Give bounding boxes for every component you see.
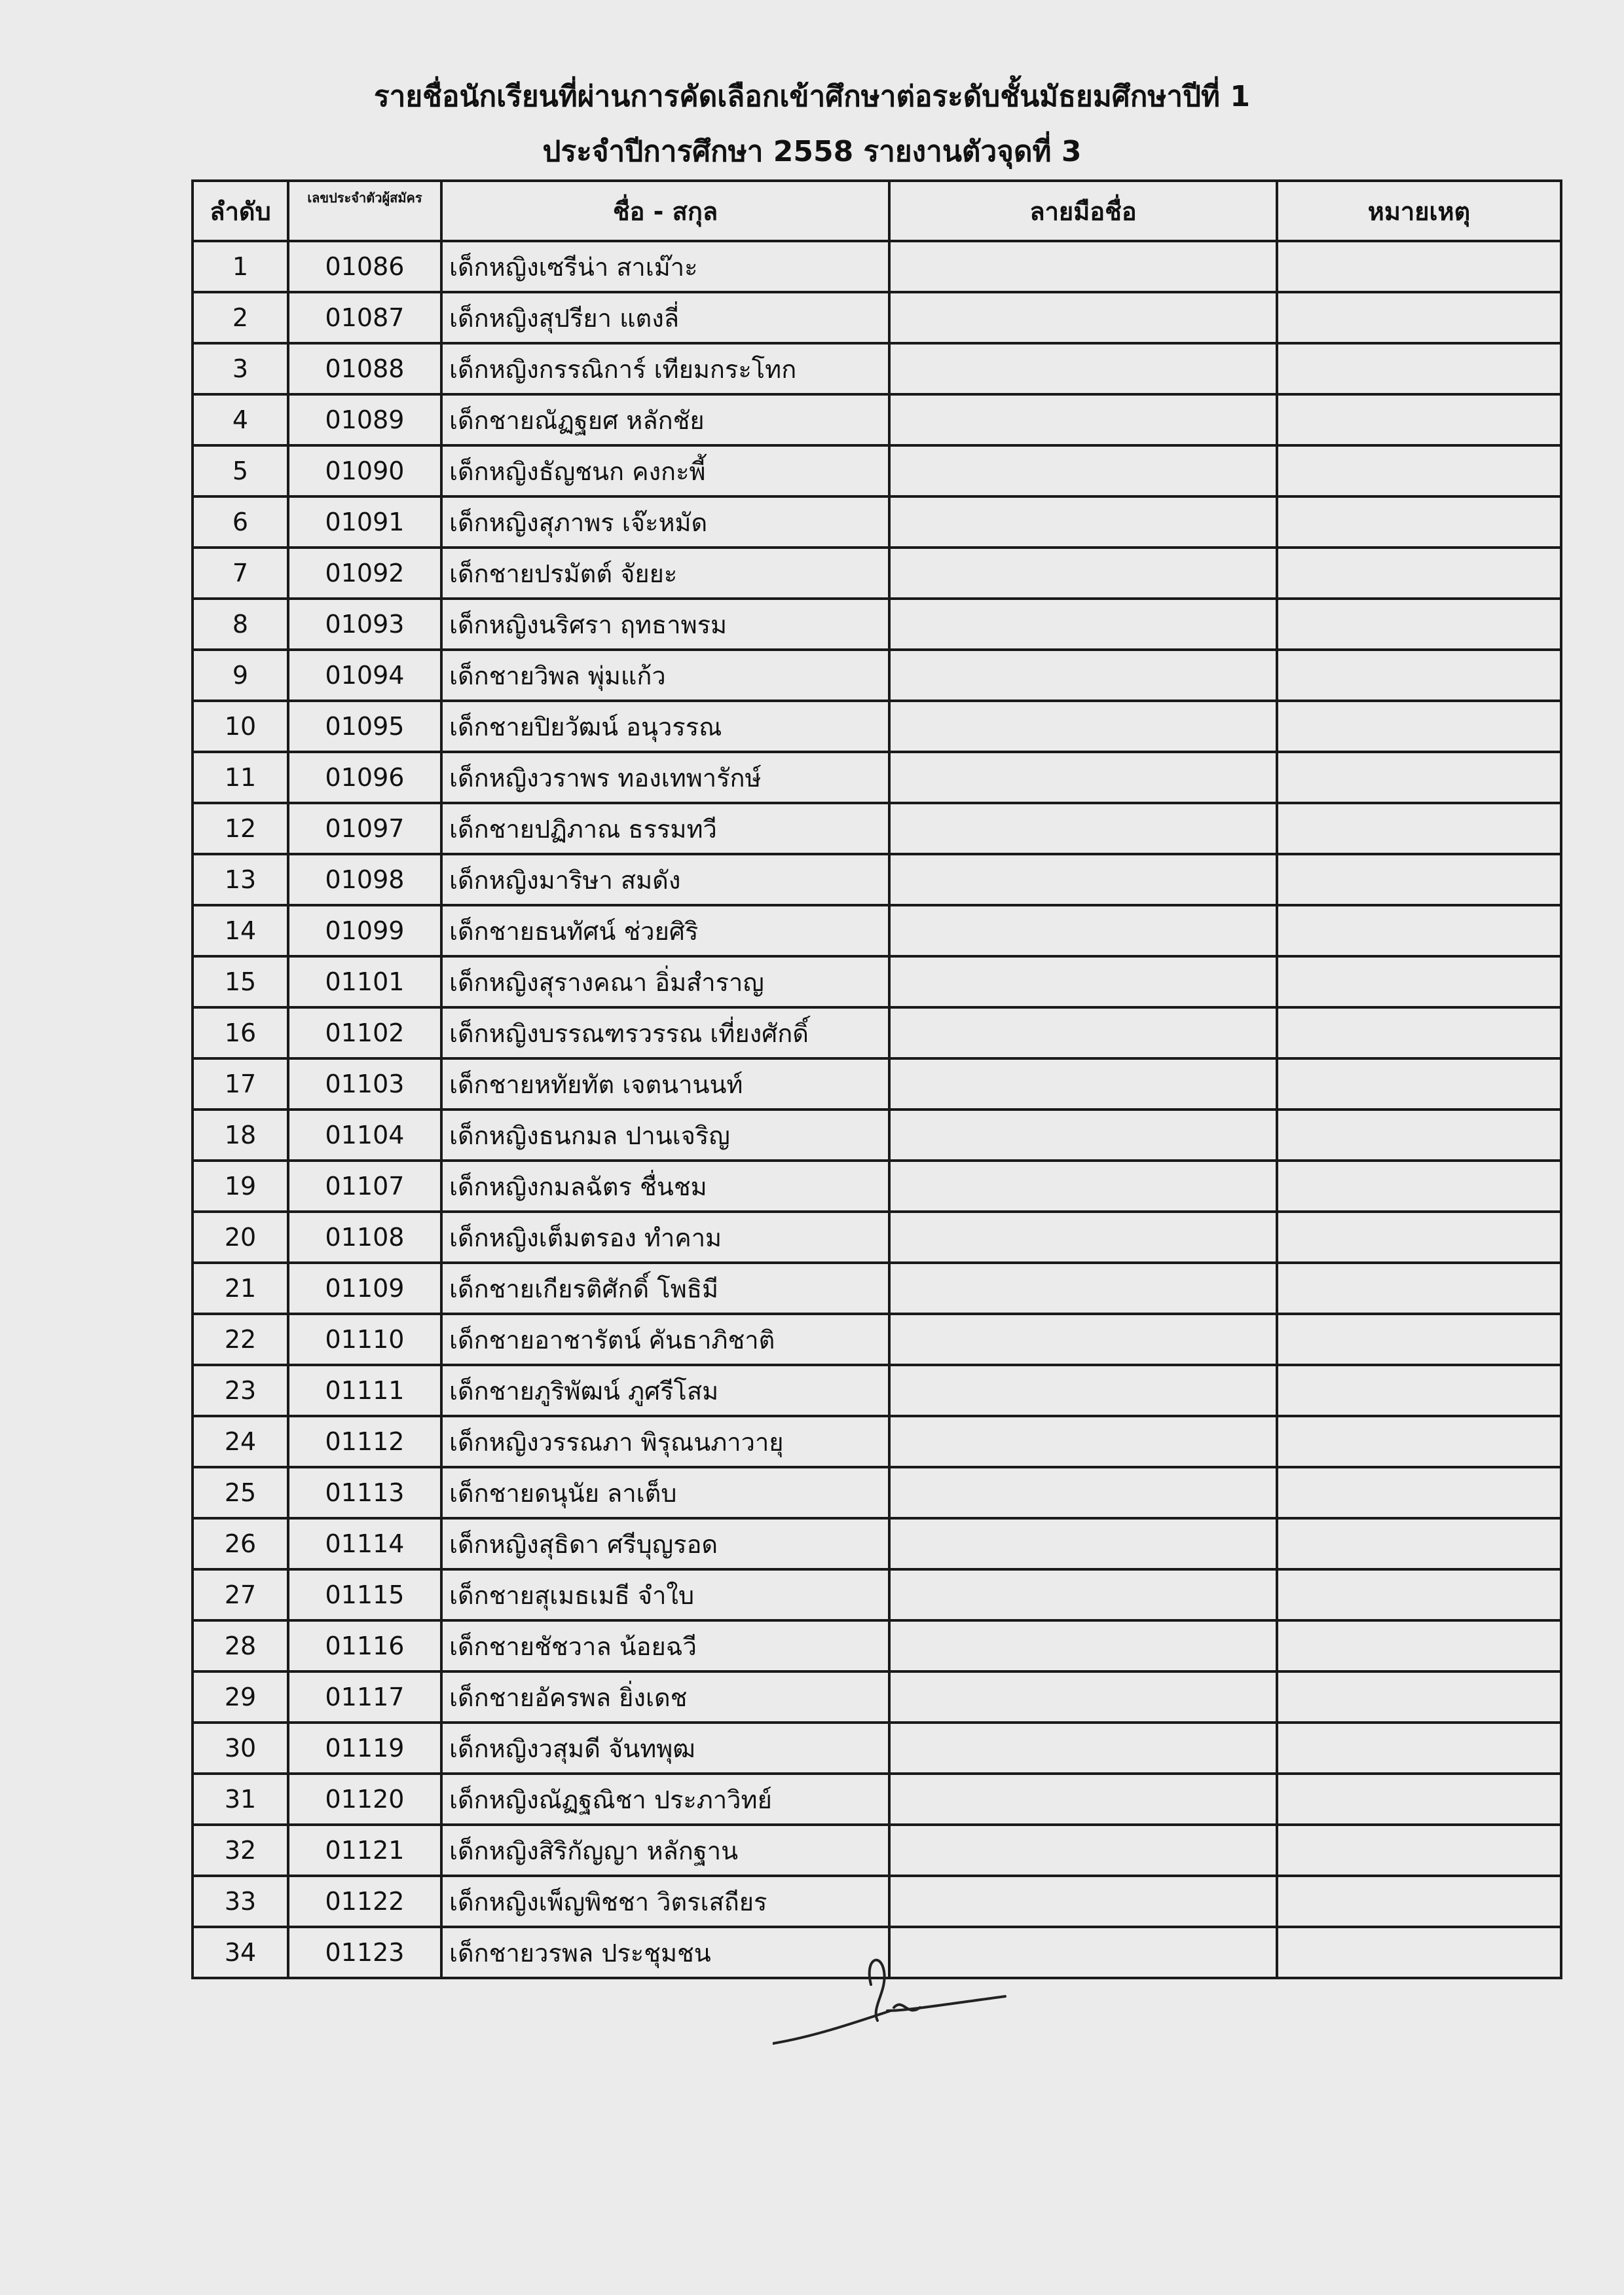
remark-cell xyxy=(1277,854,1561,905)
remark-cell xyxy=(1277,394,1561,445)
row-number: 31 xyxy=(193,1774,288,1825)
applicant-id: 01103 xyxy=(288,1058,441,1110)
remark-cell xyxy=(1277,1774,1561,1825)
signature-cell xyxy=(889,1314,1277,1365)
row-number: 29 xyxy=(193,1671,288,1723)
remark-cell xyxy=(1277,803,1561,854)
col-header-no: ลำดับ xyxy=(193,181,288,241)
remark-cell xyxy=(1277,241,1561,292)
remark-cell xyxy=(1277,1212,1561,1263)
handwritten-signature xyxy=(773,1945,1008,2050)
student-name: เด็กหญิงธนกมล ปานเจริญ xyxy=(441,1110,889,1161)
signature-cell xyxy=(889,1518,1277,1569)
table-row xyxy=(193,1416,1561,1467)
student-name: เด็กหญิงสุรางคณา อิ่มสำราญ xyxy=(441,956,889,1007)
row-number: 17 xyxy=(193,1058,288,1110)
row-number: 28 xyxy=(193,1620,288,1671)
signature-cell xyxy=(889,1058,1277,1110)
row-number: 25 xyxy=(193,1467,288,1518)
applicant-id: 01104 xyxy=(288,1110,441,1161)
applicant-id: 01097 xyxy=(288,803,441,854)
signature-cell xyxy=(889,496,1277,548)
applicant-id: 01102 xyxy=(288,1007,441,1058)
applicant-id: 01112 xyxy=(288,1416,441,1467)
remark-cell xyxy=(1277,1314,1561,1365)
table-row xyxy=(193,803,1561,854)
applicant-id: 01088 xyxy=(288,343,441,394)
applicant-id: 01111 xyxy=(288,1365,441,1416)
remark-cell xyxy=(1277,1876,1561,1927)
signature-cell xyxy=(889,752,1277,803)
row-number: 22 xyxy=(193,1314,288,1365)
remark-cell xyxy=(1277,1518,1561,1569)
student-name: เด็กชายณัฏฐยศ หลักชัย xyxy=(441,394,889,445)
signature-cell xyxy=(889,1007,1277,1058)
signature-cell xyxy=(889,548,1277,599)
applicant-id: 01107 xyxy=(288,1161,441,1212)
remark-cell xyxy=(1277,445,1561,496)
signature-cell xyxy=(889,1416,1277,1467)
applicant-id: 01099 xyxy=(288,905,441,956)
applicant-id: 01094 xyxy=(288,650,441,701)
row-number: 15 xyxy=(193,956,288,1007)
remark-cell xyxy=(1277,1110,1561,1161)
signature-cell xyxy=(889,1774,1277,1825)
table-row xyxy=(193,1774,1561,1825)
remark-cell xyxy=(1277,1927,1561,1978)
table-row xyxy=(193,956,1561,1007)
signature-cell xyxy=(889,1723,1277,1774)
applicant-id: 01121 xyxy=(288,1825,441,1876)
student-name: เด็กหญิงนริศรา ฤทธาพรม xyxy=(441,599,889,650)
applicant-id: 01090 xyxy=(288,445,441,496)
remark-cell xyxy=(1277,496,1561,548)
remark-cell xyxy=(1277,599,1561,650)
table-row xyxy=(193,1671,1561,1723)
table-row xyxy=(193,1723,1561,1774)
table-row xyxy=(193,599,1561,650)
table-row xyxy=(193,1825,1561,1876)
signature-cell xyxy=(889,1212,1277,1263)
col-header-name: ชื่อ - สกุล xyxy=(441,181,889,241)
signature-cell xyxy=(889,1110,1277,1161)
student-name: เด็กชายปฏิภาณ ธรรมทวี xyxy=(441,803,889,854)
signature-cell xyxy=(889,1467,1277,1518)
table-row xyxy=(193,752,1561,803)
student-name: เด็กหญิงเต็มตรอง ทำคาม xyxy=(441,1212,889,1263)
applicant-id: 01096 xyxy=(288,752,441,803)
table-row xyxy=(193,854,1561,905)
row-number: 14 xyxy=(193,905,288,956)
row-number: 30 xyxy=(193,1723,288,1774)
applicant-id: 01110 xyxy=(288,1314,441,1365)
signature-cell xyxy=(889,956,1277,1007)
table-row xyxy=(193,496,1561,548)
remark-cell xyxy=(1277,548,1561,599)
remark-cell xyxy=(1277,1365,1561,1416)
row-number: 10 xyxy=(193,701,288,752)
applicant-id: 01098 xyxy=(288,854,441,905)
signature-cell xyxy=(889,1825,1277,1876)
row-number: 18 xyxy=(193,1110,288,1161)
student-name: เด็กหญิงบรรณฑรวรรณ เที่ยงศักดิ์ xyxy=(441,1007,889,1058)
table-row xyxy=(193,1058,1561,1110)
remark-cell xyxy=(1277,1825,1561,1876)
applicant-id: 01119 xyxy=(288,1723,441,1774)
row-number: 13 xyxy=(193,854,288,905)
applicant-id: 01109 xyxy=(288,1263,441,1314)
row-number: 33 xyxy=(193,1876,288,1927)
remark-cell xyxy=(1277,1467,1561,1518)
student-name: เด็กชายภูริพัฒน์ ภูศรีโสม xyxy=(441,1365,889,1416)
row-number: 32 xyxy=(193,1825,288,1876)
table-row xyxy=(193,241,1561,292)
applicant-id: 01116 xyxy=(288,1620,441,1671)
signature-cell xyxy=(889,599,1277,650)
student-name: เด็กหญิงเซรีน่า สาเม๊าะ xyxy=(441,241,889,292)
table-row xyxy=(193,445,1561,496)
table-row xyxy=(193,1007,1561,1058)
student-list-table xyxy=(191,179,1562,1979)
table-row xyxy=(193,1263,1561,1314)
row-number: 7 xyxy=(193,548,288,599)
student-name: เด็กชายอาชารัตน์ คันธาภิชาติ xyxy=(441,1314,889,1365)
remark-cell xyxy=(1277,1161,1561,1212)
student-name: เด็กหญิงวรรณภา พิรุณนภาวายุ xyxy=(441,1416,889,1467)
table-row xyxy=(193,343,1561,394)
student-name: เด็กชายอัครพล ยิ่งเดช xyxy=(441,1671,889,1723)
applicant-id: 01095 xyxy=(288,701,441,752)
applicant-id: 01123 xyxy=(288,1927,441,1978)
remark-cell xyxy=(1277,1723,1561,1774)
remark-cell xyxy=(1277,292,1561,343)
student-name: เด็กหญิงสุปรียา แตงลี่ xyxy=(441,292,889,343)
remark-cell xyxy=(1277,905,1561,956)
applicant-id: 01089 xyxy=(288,394,441,445)
applicant-id: 01113 xyxy=(288,1467,441,1518)
row-number: 27 xyxy=(193,1569,288,1620)
table-row xyxy=(193,1110,1561,1161)
table-row xyxy=(193,1876,1561,1927)
student-name: เด็กชายดนุนัย ลาเต็บ xyxy=(441,1467,889,1518)
signature-cell xyxy=(889,1365,1277,1416)
student-name: เด็กชายชัชวาล น้อยฉวี xyxy=(441,1620,889,1671)
student-name: เด็กชายวิพล พุ่มแก้ว xyxy=(441,650,889,701)
remark-cell xyxy=(1277,701,1561,752)
table-row xyxy=(193,1569,1561,1620)
row-number: 2 xyxy=(193,292,288,343)
applicant-id: 01122 xyxy=(288,1876,441,1927)
table-row xyxy=(193,905,1561,956)
student-name: เด็กหญิงวสุมดี จันทพุฒ xyxy=(441,1723,889,1774)
applicant-id: 01086 xyxy=(288,241,441,292)
signature-cell xyxy=(889,343,1277,394)
applicant-id: 01087 xyxy=(288,292,441,343)
signature-cell xyxy=(889,1161,1277,1212)
table-row xyxy=(193,1620,1561,1671)
table-row xyxy=(193,1518,1561,1569)
row-number: 9 xyxy=(193,650,288,701)
row-number: 21 xyxy=(193,1263,288,1314)
row-number: 19 xyxy=(193,1161,288,1212)
row-number: 23 xyxy=(193,1365,288,1416)
applicant-id: 01114 xyxy=(288,1518,441,1569)
remark-cell xyxy=(1277,956,1561,1007)
signature-cell xyxy=(889,1620,1277,1671)
table-row xyxy=(193,1467,1561,1518)
document-subtitle: ประจำปีการศึกษา 2558 รายงานตัวจุดที่ 3 xyxy=(542,135,1082,168)
applicant-id: 01117 xyxy=(288,1671,441,1723)
table-header-row xyxy=(193,181,1561,241)
signature-cell xyxy=(889,394,1277,445)
table-row xyxy=(193,650,1561,701)
table-row xyxy=(193,548,1561,599)
student-name: เด็กชายธนทัศน์ ช่วยศิริ xyxy=(441,905,889,956)
remark-cell xyxy=(1277,1671,1561,1723)
col-header-signature: ลายมือชื่อ xyxy=(889,181,1277,241)
row-number: 1 xyxy=(193,241,288,292)
col-header-remark: หมายเหตุ xyxy=(1277,181,1561,241)
remark-cell xyxy=(1277,1416,1561,1467)
row-number: 24 xyxy=(193,1416,288,1467)
signature-cell xyxy=(889,445,1277,496)
student-name: เด็กชายเกียรติศักดิ์ โพธิมี xyxy=(441,1263,889,1314)
row-number: 26 xyxy=(193,1518,288,1569)
student-name: เด็กชายวรพล ประชุมชน xyxy=(441,1927,889,1978)
student-name: เด็กหญิงกมลฉัตร ชื่นชม xyxy=(441,1161,889,1212)
row-number: 3 xyxy=(193,343,288,394)
remark-cell xyxy=(1277,1569,1561,1620)
student-name: เด็กชายสุเมธเมธี จำใบ xyxy=(441,1569,889,1620)
remark-cell xyxy=(1277,1620,1561,1671)
remark-cell xyxy=(1277,752,1561,803)
signature-cell xyxy=(889,803,1277,854)
signature-cell xyxy=(889,292,1277,343)
remark-cell xyxy=(1277,650,1561,701)
row-number: 34 xyxy=(193,1927,288,1978)
student-name: เด็กหญิงวราพร ทองเทพารักษ์ xyxy=(441,752,889,803)
row-number: 6 xyxy=(193,496,288,548)
student-name: เด็กชายปิยวัฒน์ อนุวรรณ xyxy=(441,701,889,752)
signature-cell xyxy=(889,241,1277,292)
row-number: 8 xyxy=(193,599,288,650)
student-name: เด็กหญิงธัญชนก คงกะพี้ xyxy=(441,445,889,496)
applicant-id: 01091 xyxy=(288,496,441,548)
remark-cell xyxy=(1277,343,1561,394)
table-row xyxy=(193,292,1561,343)
student-name: เด็กหญิงสุธิดา ศรีบุญรอด xyxy=(441,1518,889,1569)
remark-cell xyxy=(1277,1058,1561,1110)
student-name: เด็กหญิงสุภาพร เจ๊ะหมัด xyxy=(441,496,889,548)
student-name: เด็กหญิงสิริกัญญา หลักฐาน xyxy=(441,1825,889,1876)
table-row xyxy=(193,701,1561,752)
applicant-id: 01108 xyxy=(288,1212,441,1263)
row-number: 20 xyxy=(193,1212,288,1263)
table-body xyxy=(193,241,1561,1978)
signature-cell xyxy=(889,1263,1277,1314)
student-name: เด็กหญิงณัฏฐณิชา ประภาวิทย์ xyxy=(441,1774,889,1825)
row-number: 4 xyxy=(193,394,288,445)
signature-cell xyxy=(889,1876,1277,1927)
signature-cell xyxy=(889,854,1277,905)
applicant-id: 01115 xyxy=(288,1569,441,1620)
document-title: รายชื่อนักเรียนที่ผ่านการคัดเลือกเข้าศึกษาต่อระดับชั้นมัธยมศึกษาปีที่ 1 xyxy=(374,80,1250,113)
row-number: 11 xyxy=(193,752,288,803)
signature-cell xyxy=(889,650,1277,701)
signature-cell xyxy=(889,701,1277,752)
row-number: 16 xyxy=(193,1007,288,1058)
applicant-id: 01093 xyxy=(288,599,441,650)
student-name: เด็กชายหทัยทัต เจตนานนท์ xyxy=(441,1058,889,1110)
applicant-id: 01101 xyxy=(288,956,441,1007)
student-name: เด็กชายปรมัตต์ จัยยะ xyxy=(441,548,889,599)
signature-cell xyxy=(889,1569,1277,1620)
student-name: เด็กหญิงกรรณิการ์ เทียมกระโทก xyxy=(441,343,889,394)
table-row xyxy=(193,394,1561,445)
applicant-id: 01092 xyxy=(288,548,441,599)
student-name: เด็กหญิงเพ็ญพิชชา วิตรเสถียร xyxy=(441,1876,889,1927)
signature-cell xyxy=(889,905,1277,956)
row-number: 12 xyxy=(193,803,288,854)
table-row xyxy=(193,1212,1561,1263)
applicant-id: 01120 xyxy=(288,1774,441,1825)
table-row xyxy=(193,1365,1561,1416)
student-name: เด็กหญิงมาริษา สมดัง xyxy=(441,854,889,905)
remark-cell xyxy=(1277,1007,1561,1058)
remark-cell xyxy=(1277,1263,1561,1314)
table-row xyxy=(193,1314,1561,1365)
row-number: 5 xyxy=(193,445,288,496)
table-row xyxy=(193,1161,1561,1212)
col-header-app-id: เลขประจำตัวผู้สมัคร xyxy=(288,181,441,241)
signature-cell xyxy=(889,1671,1277,1723)
